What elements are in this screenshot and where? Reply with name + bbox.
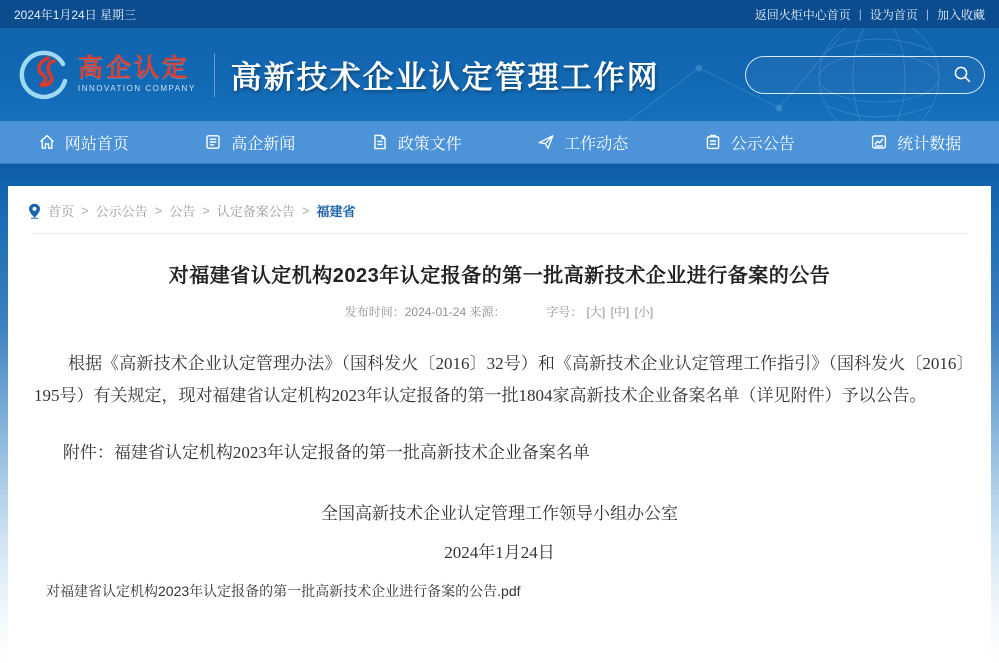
home-icon [38, 133, 56, 151]
content-panel [8, 186, 991, 663]
signature-line: 全国高新技术企业认定管理工作领导小组办公室 [321, 504, 678, 523]
nav-item-label: 公示公告 [730, 135, 795, 153]
signature-date: 2024年1月24日 [444, 543, 555, 562]
topbar-links [755, 6, 985, 23]
policy-file-icon [371, 133, 389, 151]
attachment-line: 附件：福建省认定机构2023年认定报备的第一批高新技术企业备案名单 [62, 443, 590, 462]
topbar-separator: | [858, 7, 862, 21]
nav-item-policy[interactable] [333, 121, 500, 163]
nav-item-label: 高企新闻 [231, 135, 296, 153]
breadcrumb-announcements[interactable]: 公示公告 [95, 204, 148, 219]
site-logo[interactable] [18, 49, 196, 101]
statistics-chart-icon [870, 133, 888, 151]
logo-text [78, 56, 196, 93]
location-pin-icon [28, 203, 41, 219]
article-title: 对福建省认定机构2023年认定报备的第一批高新技术企业进行备案的公告 [168, 265, 831, 287]
breadcrumb-home[interactable]: 首页 [48, 204, 75, 219]
content-background [0, 164, 999, 663]
search-icon [953, 65, 972, 84]
logo-swirl-icon [18, 49, 70, 101]
fontsize-label: 字号： [546, 305, 583, 319]
fontsize-medium-button[interactable]: [中] [610, 305, 630, 319]
link-set-homepage[interactable]: 设为首页 [869, 7, 918, 22]
news-icon [204, 133, 222, 151]
logo-title: 高企认定 [78, 54, 191, 82]
site-title: 高新技术企业认定管理工作网 [230, 60, 660, 95]
breadcrumb-notice[interactable]: 公告 [169, 204, 196, 219]
breadcrumb-separator: > [301, 203, 310, 218]
breadcrumb-current-fujian: 福建省 [316, 204, 356, 219]
article-meta [8, 303, 991, 320]
nav-item-statistics[interactable] [833, 121, 999, 163]
nav-item-label: 网站首页 [64, 135, 129, 153]
nav-item-home[interactable] [0, 121, 167, 163]
source-label: 来源： [469, 305, 506, 319]
breadcrumb [8, 186, 991, 233]
nav-item-label: 工作动态 [564, 135, 629, 153]
search-box [745, 56, 985, 94]
publish-time-label: 发布时间： [344, 305, 405, 319]
fontsize-small-button[interactable]: [小] [634, 305, 654, 319]
nav-item-news[interactable] [167, 121, 334, 163]
header-divider [214, 53, 215, 97]
announcement-icon [704, 133, 722, 151]
nav-item-announcements[interactable] [666, 121, 833, 163]
article-body-paragraph: 根据《高新技术企业认定管理办法》（国科发火〔2016〕32号）和《高新技术企业认定管理工作指引》（国科发火〔2016〕195号）有关规定，现对福建省认定机构2023年认定报备的第一批1804家高新技术企业备案名单（详见附件）予以公告。 [34, 354, 965, 405]
search-button[interactable] [953, 65, 972, 84]
attachment-pdf-link[interactable]: 对福建省认定机构2023年认定报备的第一批高新技术企业进行备案的公告.pdf [46, 583, 521, 599]
breadcrumb-separator: > [154, 203, 163, 218]
main-nav [0, 121, 999, 164]
topbar-separator: | [925, 7, 929, 21]
topbar [0, 0, 999, 28]
link-torch-center-home[interactable]: 返回火炬中心首页 [754, 7, 851, 22]
paper-plane-icon [537, 133, 555, 151]
nav-item-label: 政策文件 [397, 135, 462, 153]
logo-subtitle: INNOVATION COMPANY [78, 84, 196, 93]
publish-time-value: 2024-01-24 [404, 305, 467, 319]
topbar-date: 2024年1月24日 星期三 [14, 7, 137, 22]
nav-item-label: 统计数据 [897, 135, 962, 153]
link-add-favorites[interactable]: 加入收藏 [936, 7, 985, 22]
nav-item-work-updates[interactable] [500, 121, 667, 163]
search-input[interactable] [758, 67, 953, 83]
site-header [0, 28, 999, 121]
breadcrumb-separator: > [202, 203, 210, 218]
breadcrumb-separator: > [81, 203, 89, 218]
breadcrumb-divider [32, 233, 967, 234]
breadcrumb-filing-notice[interactable]: 认定备案公告 [216, 204, 295, 219]
fontsize-large-button[interactable]: [大] [586, 305, 606, 319]
